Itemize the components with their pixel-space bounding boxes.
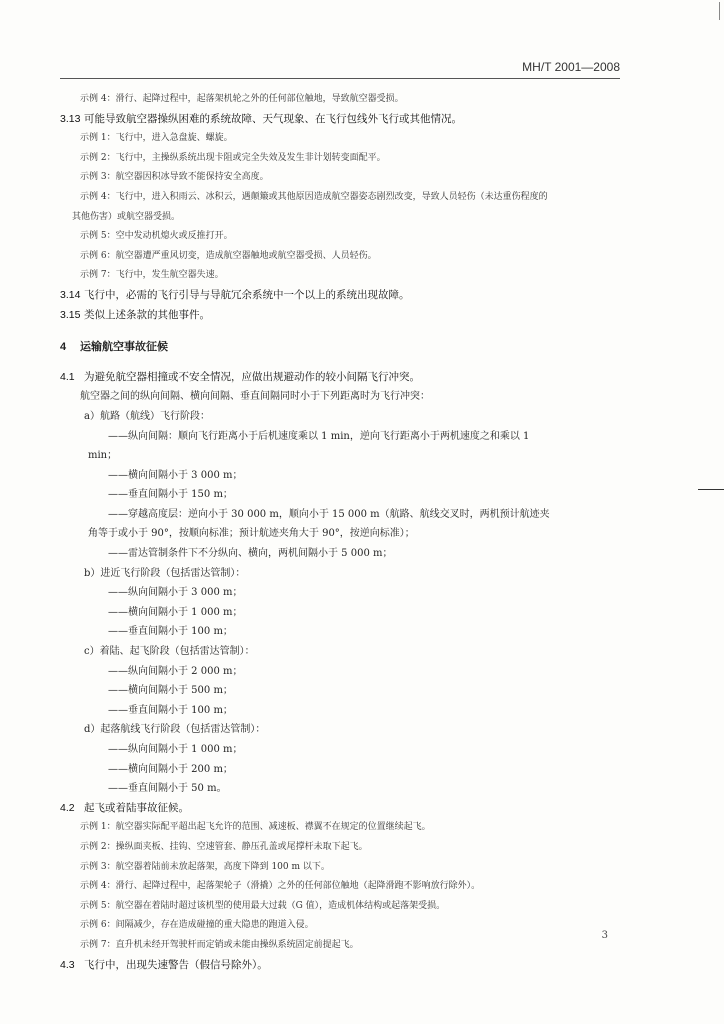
clause-number: 3.14 xyxy=(60,288,81,301)
clause-number: 3.13 xyxy=(60,112,81,125)
sub-list-item: ——纵向间隔：顺向飞行距离小于后机速度乘以 1 min，逆向飞行距离小于两机速度之和乘以 1 xyxy=(108,430,530,442)
example-line: 示例 6：航空器遭严重风切变，造成航空器触地或航空器受损、人员轻伤。 xyxy=(80,250,377,261)
standard-code-header: MH/T 2001—2008 xyxy=(522,60,620,74)
clause-number: 3.15 xyxy=(60,308,81,321)
paragraph-line: 航空器之间的纵向间隔、横向间隔、垂直间隔同时小于下列距离时为飞行冲突： xyxy=(80,391,430,403)
clause-number: 4 xyxy=(60,341,67,354)
clause-number: 4.3 xyxy=(60,958,75,971)
scan-edge-mark xyxy=(719,2,720,20)
sub-list-item: ——垂直间隔小于 100 m； xyxy=(108,626,233,638)
list-item: c）着陆、起飞阶段（包括雷达管制）： xyxy=(84,646,255,658)
example-line: 示例 4：滑行、起降过程中，起落架轮子（滑撬）之外的任何部位触地（起降滑跑不影响放行除外）。 xyxy=(80,881,481,892)
clause-text: 类似上述条款的其他事件。 xyxy=(84,308,210,321)
sub-list-item: ——穿越高度层：逆向小于 30 000 m，顺向小于 15 000 m（航路、航线交叉时，两机预计航迹夹 xyxy=(108,508,550,520)
clause-line xyxy=(60,110,625,130)
example-line: 示例 2：飞行中，主操纵系统出现卡阻或完全失效及发生非计划转变面配平。 xyxy=(80,152,386,163)
sub-list-item: ——纵向间隔小于 3 000 m； xyxy=(108,587,243,599)
example-line: 示例 3：航空器因积冰导致不能保持安全高度。 xyxy=(80,172,269,183)
clause-text: 为避免航空器相撞或不安全情况，应做出规避动作的较小间隔飞行冲突。 xyxy=(84,370,420,383)
example-line: 示例 2：操纵面夹板、挂钩、空速管套、静压孔盖或尾撑杆未取下起飞。 xyxy=(80,841,368,852)
example-line: 示例 7：飞行中，发生航空器失速。 xyxy=(80,270,224,281)
sub-list-continuation: min； xyxy=(88,450,118,462)
example-line: 示例 7：直升机未经开驾驶杆而定销或未能由操纵系统固定前提起飞。 xyxy=(80,939,359,950)
example-line: 示例 1：航空器实际配平超出起飞允许的范围、减速板、襟翼不在规定的位置继续起飞。 xyxy=(80,822,431,833)
clause-text: 飞行中，必需的飞行引导与导航冗余系统中一个以上的系统出现故障。 xyxy=(84,288,410,301)
example-line: 示例 4：滑行、起降过程中，起落架机轮之外的任何部位触地，导致航空器受损。 xyxy=(80,94,404,104)
clause-text: 运输航空事故征候 xyxy=(80,340,168,354)
clause-line xyxy=(60,799,625,819)
example-line: 示例 6：间隔减少，存在造成碰撞的重大隐患的跑道入侵。 xyxy=(80,920,314,931)
header-rule xyxy=(60,78,620,79)
example-line: 示例 5：航空器在着陆时超过该机型的使用最大过载（G 值），造成机体结构或起落架受损。 xyxy=(80,900,446,911)
example-line: 示例 5：空中发动机熄火或反推打开。 xyxy=(80,231,233,242)
sub-list-item: ——垂直间隔小于 100 m； xyxy=(108,704,233,716)
sub-list-item: ——横向间隔小于 1 000 m； xyxy=(108,606,243,618)
document-body xyxy=(60,90,625,975)
page-number: 3 xyxy=(601,930,608,941)
section-heading xyxy=(60,337,625,358)
clause-line xyxy=(60,368,625,388)
example-line: 示例 4：飞行中，进入积雨云、冰积云，遇颠簸或其他原因造成航空器姿态剧烈改变，导致人员轻伤（未达重伤程度的 xyxy=(80,191,548,202)
sub-list-item: ——纵向间隔小于 2 000 m； xyxy=(108,665,243,677)
sub-list-item: ——纵向间隔小于 1 000 m； xyxy=(108,744,243,755)
section-spacer xyxy=(60,325,625,331)
example-line: 示例 3：航空器着陆前未放起落架，高度下降到 100 m 以下。 xyxy=(80,861,330,872)
sub-list-item: ——垂直间隔小于 150 m； xyxy=(108,489,233,501)
clause-line xyxy=(60,956,625,976)
list-item: d）起落航线飞行阶段（包括雷达管制）： xyxy=(84,724,266,736)
sub-list-item: ——垂直间隔小于 50 m。 xyxy=(108,783,227,795)
sub-list-item: ——横向间隔小于 3 000 m； xyxy=(108,469,243,481)
clause-text: 飞行中，出现失速警告（假信号除外）。 xyxy=(84,958,268,971)
sub-list-item: ——横向间隔小于 500 m； xyxy=(108,685,233,697)
clause-text: 可能导致航空器操纵困难的系统故障、天气现象、在飞行包线外飞行或其他情况。 xyxy=(84,112,462,125)
example-continuation: 其他伤害）或航空器受损。 xyxy=(72,211,181,222)
clause-text: 起飞或着陆事故征候。 xyxy=(84,801,189,814)
sub-list-item: ——雷达管制条件下不分纵向、横向，两机间隔小于 5 000 m； xyxy=(108,548,393,560)
clause-number: 4.1 xyxy=(60,370,75,383)
example-line: 示例 1：飞行中，进入急盘旋、螺旋。 xyxy=(80,133,233,144)
margin-mark xyxy=(698,489,724,490)
clause-line xyxy=(60,306,625,326)
sub-list-item: ——横向间隔小于 200 m； xyxy=(108,763,233,775)
clause-line xyxy=(60,286,625,306)
list-item: b）进近飞行阶段（包括雷达管制）： xyxy=(84,567,246,579)
sub-list-continuation: 角等于或小于 90°，按顺向标准；预计航迹夹角大于 90°，按逆向标准）； xyxy=(88,528,415,540)
clause-number: 4.2 xyxy=(60,801,75,814)
list-item: a）航路（航线）飞行阶段： xyxy=(84,410,210,422)
